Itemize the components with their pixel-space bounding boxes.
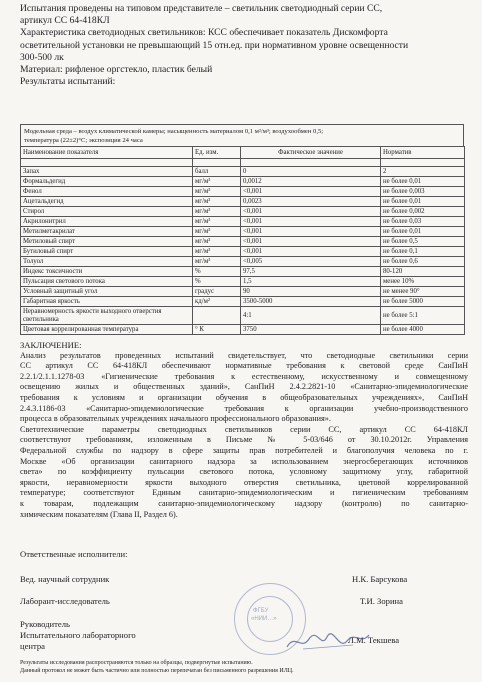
table-cell: 3750 [241,325,381,335]
table-cell: 0,0023 [241,197,381,207]
table-cell: 1,5 [241,277,381,287]
executor-role: центра [20,641,45,651]
conclusion-line: Федеральной службы по надзору в сфере защиты прав потребителей и благополучия человека по г. [20,445,468,455]
table-row [21,159,465,167]
table-row [21,257,465,267]
header-cell: Норматив [381,147,465,159]
stamp-text: ФГБУ [253,608,269,614]
table-cell: Ацетальдегид [21,197,193,207]
footer-line: Результаты исследования распространяются только на образцы, подвергнутые испытанию. [20,660,253,666]
executor-name: Н.К. Барсукова [352,574,408,584]
table-cell: 90 [241,287,381,297]
table-row [21,297,465,307]
table-header-row [21,147,465,159]
executor-role: Руководитель [20,619,70,629]
table-cell: мг/м³ [193,227,241,237]
table-cell: Неравномерность яркости выходного отверстия светильника [21,307,193,325]
table-cell: <0,001 [241,237,381,247]
table-cell: Запах [21,167,193,177]
intro-line: артикул СС 64-418КЛ [20,15,110,27]
conclusion-line: процесса в образовательных учреждениях начального профессионального образования». [20,414,331,424]
conclusion-line: 2.2.1/2.1.1.1278-03 «Гигиенические требования к естественному, искусственному и совмещенному [20,371,468,381]
table-cell [21,159,193,167]
table-row [21,307,465,325]
conclusion-line: температуре; соответствуют Единым санитарно-эпидемиологическим и гигиеническим требованиям [20,488,468,498]
table-cell: балл [193,167,241,177]
table-cell: Габаритная яркость [21,297,193,307]
table-cell: мг/м³ [193,237,241,247]
table-cell [241,159,381,167]
table-row [21,267,465,277]
table-row [21,197,465,207]
table-cell: 0,0012 [241,177,381,187]
table-cell: кд/м² [193,297,241,307]
table-cell: не более 0,6 [381,257,465,267]
table-cell: мг/м³ [193,217,241,227]
table-cell: <0,001 [241,207,381,217]
header-cell: Наименование показателя [21,147,193,159]
intro-block [20,3,465,88]
executor-name: Т.И. Зорина [360,596,403,606]
table-cell: мг/м³ [193,257,241,267]
conclusion-line: Москве «Об организации санитарного надзора за использованием энергосберегающих источников [20,456,468,466]
table-cell: Индекс токсичности [21,267,193,277]
table-cell: 80-120 [381,267,465,277]
executor-name: Л.М. Текшева [348,635,400,645]
conclusion-line: света» по коэффициенту пульсации светового потока, условному защитному углу, габаритной [20,467,468,477]
table-cell: не более 0,01 [381,177,465,187]
conclusion-line: яркости, неравномерности яркости выходного отверстия светильника, цветовой коррелированной [20,477,468,487]
table-cell: не более 5000 [381,297,465,307]
table-cell [381,159,465,167]
table-row [21,177,465,187]
table-cell: мг/м³ [193,197,241,207]
table-cell: Толуол [21,257,193,267]
table-cell: Стирол [21,207,193,217]
table-row [21,167,465,177]
table-cell: % [193,267,241,277]
conditions-line: температура (22±2)°С; экспозиция 24 часа [24,137,143,144]
table-cell: 0 [241,167,381,177]
table-row [21,325,465,335]
table-row [21,227,465,237]
table-cell: мг/м³ [193,187,241,197]
conclusion-line: соответствуют требованиям, изложенным в Письме № 5-03/646 от 30.10.2012г. Управления [20,435,468,445]
table-cell: не более 0,5 [381,237,465,247]
table-cell: мг/м³ [193,207,241,217]
table-cell: не более 4000 [381,325,465,335]
intro-line: Результаты испытаний: [20,76,116,88]
table-cell: Формальдегид [21,177,193,187]
handwritten-signature [283,627,373,657]
table-row [21,207,465,217]
conclusion-heading: ЗАКЛЮЧЕНИЕ: [20,340,82,350]
executors-heading: Ответственные исполнители: [20,549,128,559]
test-conditions [20,124,464,146]
table-row [21,277,465,287]
table-cell: мг/м³ [193,247,241,257]
table-cell: 3500-5000 [241,297,381,307]
conclusion-line: требования к условиям и организации обучения в общеобразовательных учреждениях», СанПиН [20,392,468,402]
table-cell: <0,001 [241,217,381,227]
table-cell: не более 5:1 [381,307,465,325]
stamp-text: «НИИ…» [251,616,277,622]
table-cell: Фенол [21,187,193,197]
executor-role: Лаборант-исследователь [20,596,110,606]
table-cell: 97,5 [241,267,381,277]
conditions-line: Модельная среда – воздух климатической камеры; насыщенность материалом 0,1 м²/м³; воздухообмен 0,5; [24,128,324,135]
table-cell: не более 0,01 [381,227,465,237]
footer-note [20,659,294,675]
table-cell: <0,001 [241,247,381,257]
conclusion-line: освещению жилых и общественных зданий», СанПиН 2.4.2.2821-10 «Санитарно-эпидемиологические [20,382,468,392]
table-row [21,247,465,257]
conclusion-line: 2.4.3.1186-03 «Санитарно-эпидемиологические требования к организации учебно-производственного [20,403,468,413]
table-cell: Акрилонитрил [21,217,193,227]
table-cell: Пульсация светового потока [21,277,193,287]
conclusion-section [20,340,468,520]
table-cell: Метилметакрилат [21,227,193,237]
table-cell: не более 0,03 [381,217,465,227]
table-cell: не более 0,01 [381,197,465,207]
header-cell: Ед. изм. [193,147,241,159]
table-cell: мг/м³ [193,177,241,187]
table-cell: менее 10% [381,277,465,287]
table-cell: Цветовая коррелированная температура [21,325,193,335]
conclusion-line: Анализ результатов проведенных испытаний свидетельствует, что светодиодные светильники серии [20,350,468,360]
intro-line: 300-500 лк [20,51,64,63]
table-cell [193,307,241,325]
table-row [21,187,465,197]
table-cell: не менее 90° [381,287,465,297]
conclusion-line: к товарам, подлежащим санитарно-эпидемиологическому надзору (контролю) по санитарно- [20,498,468,508]
executor-role: Испытательного лабораторного [20,630,136,640]
intro-line: Материал: рифленое оргстекло, пластик белый [20,64,213,76]
intro-line: Испытания проведены на типовом представителе – светильник светодиодный серии СС, [20,3,383,14]
table-cell: Условный защитный угол [21,287,193,297]
table-cell: не более 0,002 [381,207,465,217]
results-table [20,146,465,335]
table-cell: <0,001 [241,227,381,237]
executor-role: Вед. научный сотрудник [20,574,110,584]
table-cell: <0,001 [241,187,381,197]
table-cell: не более 0,003 [381,187,465,197]
table-cell: 4:1 [241,307,381,325]
conclusion-line: Светотехнические параметры светодиодных светильников серии СС, артикул СС 64-418КЛ [20,424,468,434]
header-cell: Фактическое значение [241,147,381,159]
table-row [21,287,465,297]
intro-line: осветительной установки не превышающий 15 отн.ед. при нормативном уровне освещенности [20,39,409,51]
table-cell: Метиловый спирт [21,237,193,247]
intro-line: Характеристика светодиодных светильников: КСС обеспечивает показатель Дискомфорта [20,27,388,39]
conclusion-line: химическим показателям (Глава II, Раздел 6). [20,509,178,519]
table-cell [193,159,241,167]
conclusion-line: СС артикул СС 64-418КЛ обеспечивают нормативные требования к световой среде СанПиН [20,361,468,371]
table-cell: ° К [193,325,241,335]
table-cell: Бутиловый спирт [21,247,193,257]
table-cell: не более 0,1 [381,247,465,257]
table-cell: градус [193,287,241,297]
table-cell: <0,005 [241,257,381,267]
table-cell: % [193,277,241,287]
table-row [21,217,465,227]
table-row [21,237,465,247]
table-cell: 2 [381,167,465,177]
footer-line: Данный протокол не может быть частично или полностью перепечатан без письменного разрешения ИЛЦ. [20,668,294,674]
